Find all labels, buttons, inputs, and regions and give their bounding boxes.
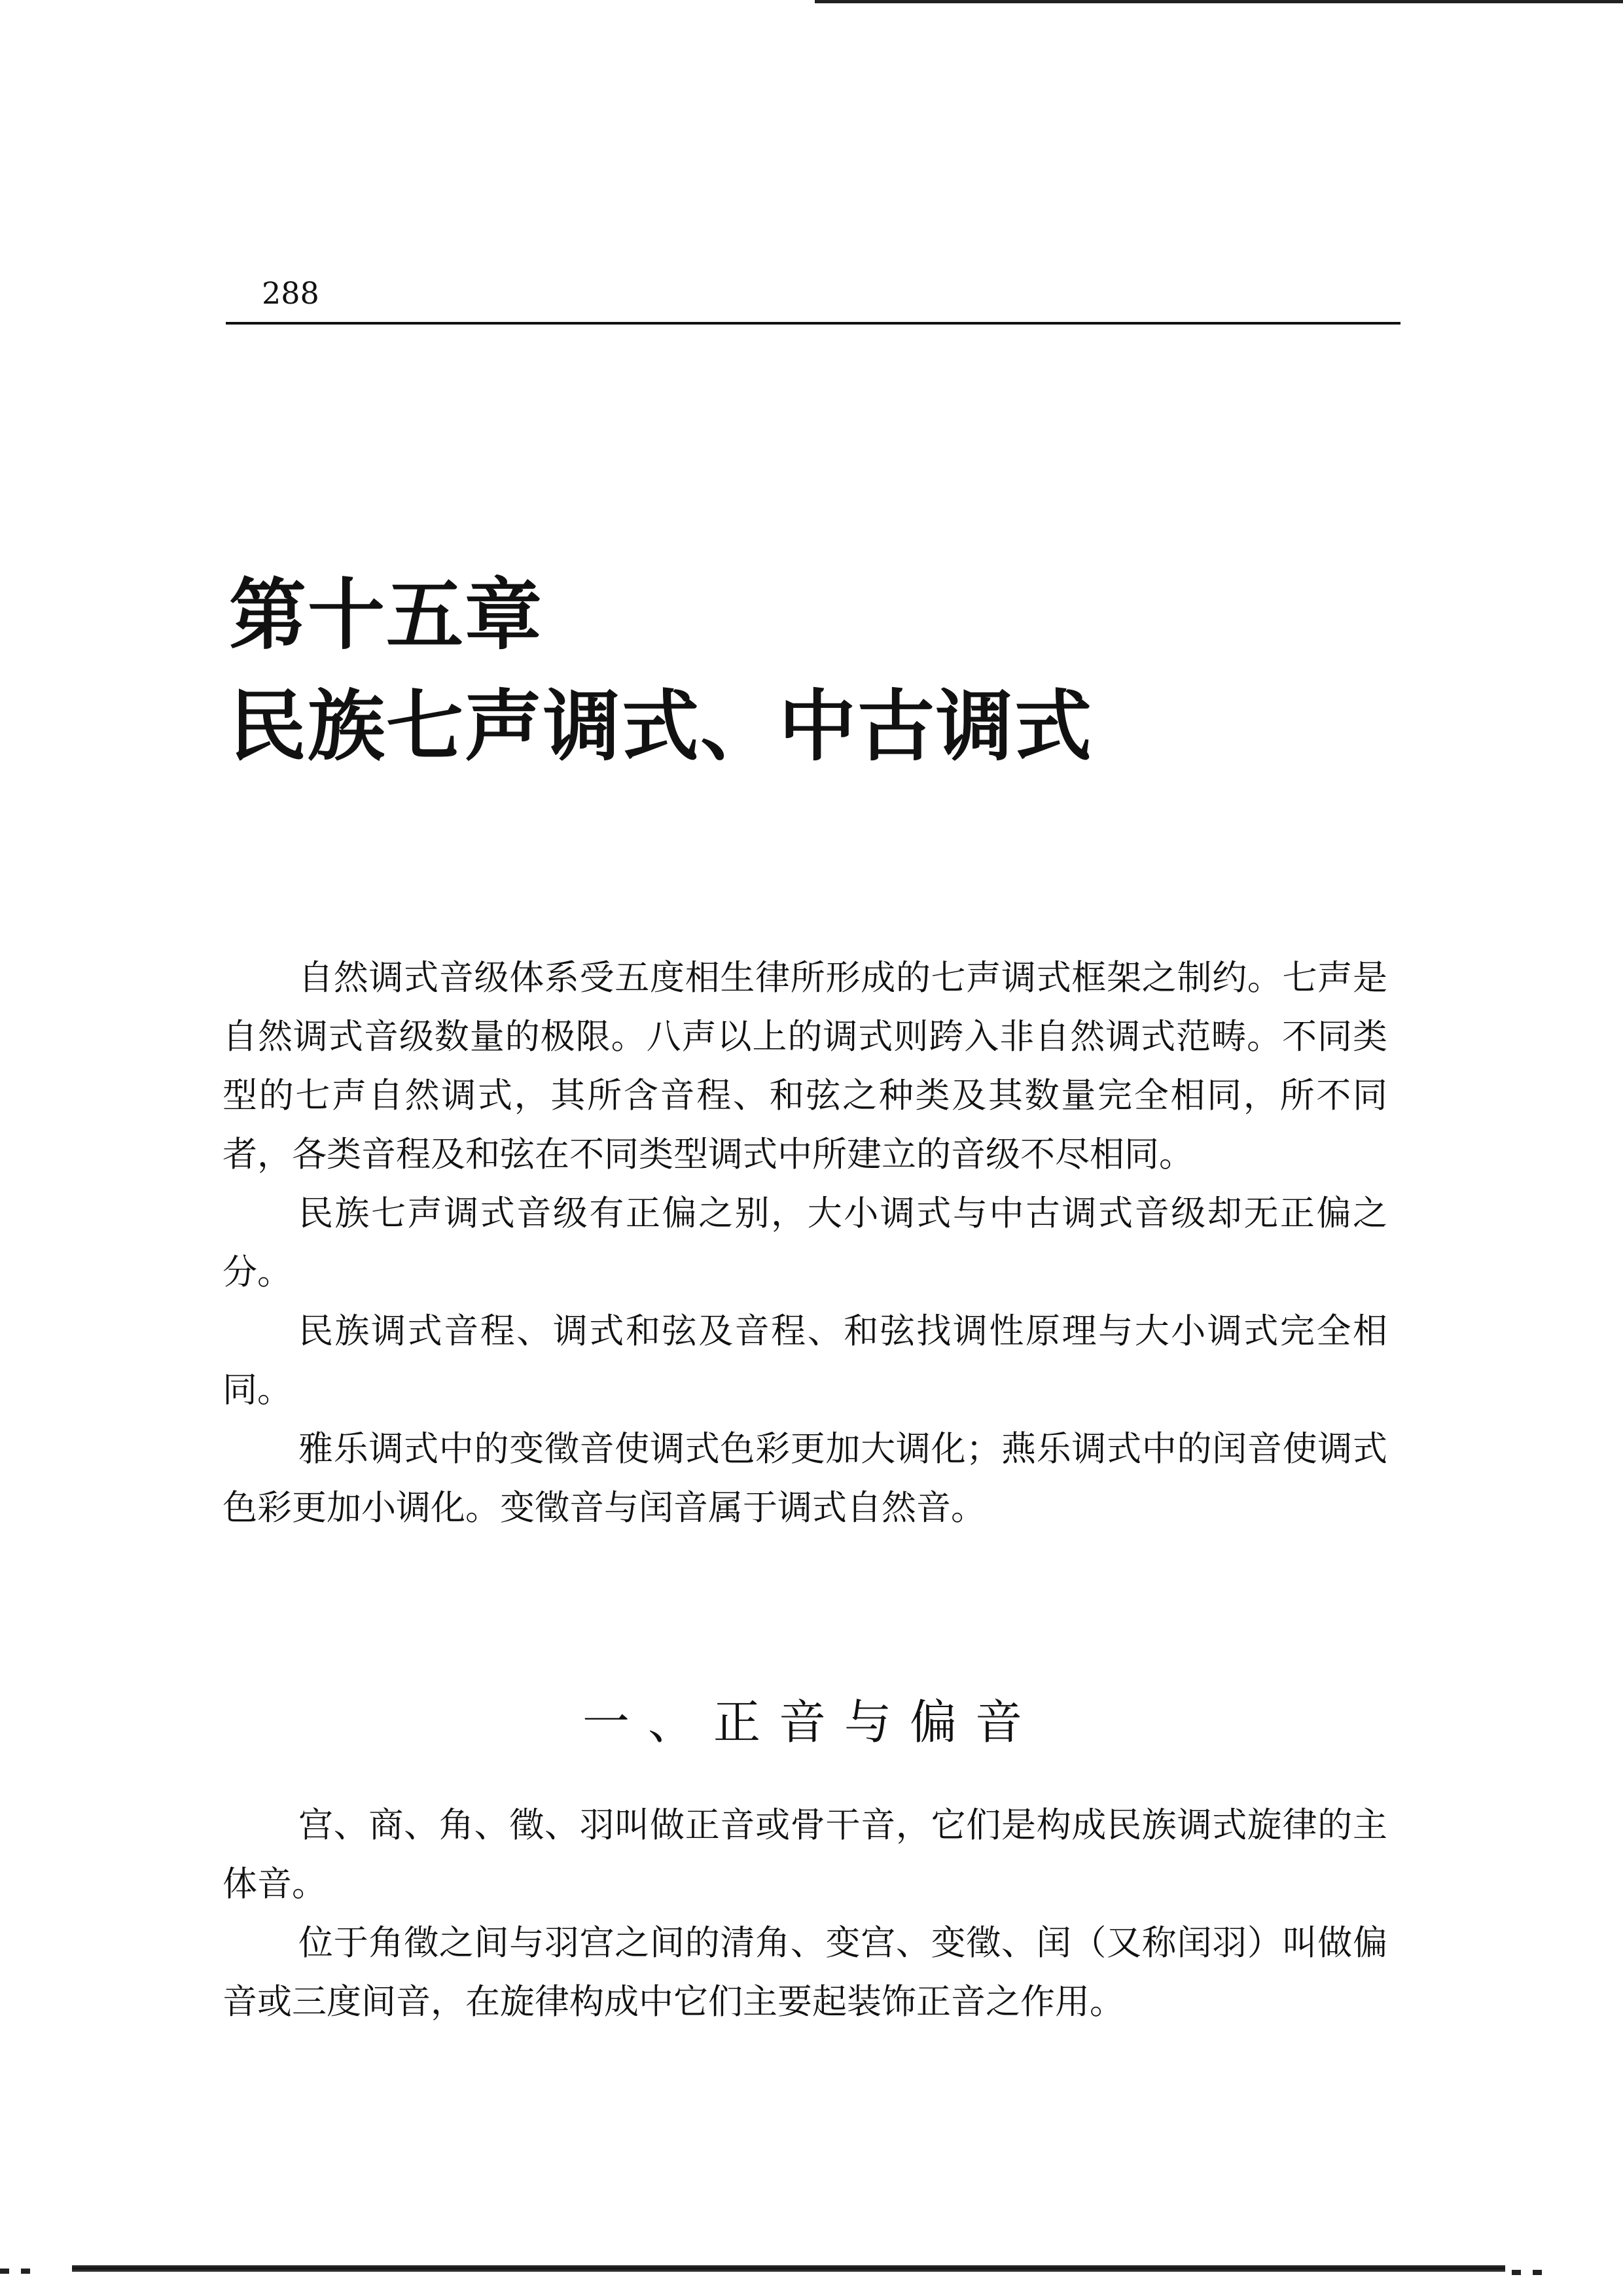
top-edge-rule (815, 0, 1623, 3)
page-number: 288 (262, 275, 319, 311)
paragraph: 自然调式音级体系受五度相生律所形成的七声调式框架之制约。七声是自然调式音级数量的极限。八声以上的调式则跨入非自然调式范畴。不同类型的七声自然调式，其所含音程、和弦之种类及其数量完全相同，所不同者，各类音程及和弦在不同类型调式中所建立的音级不尽相同。 (223, 958, 1387, 1174)
header-rule (226, 322, 1400, 325)
paragraph: 雅乐调式中的变徵音使调式色彩更加大调化；燕乐调式中的闰音使调式色彩更加小调化。变徵音与闰音属于调式自然音。 (223, 1429, 1387, 1528)
bottom-rule (72, 2265, 1505, 2272)
paragraph: 民族七声调式音级有正偏之别，大小调式与中古调式音级却无正偏之分。 (223, 1193, 1387, 1292)
scan-edge-marks (0, 2264, 65, 2272)
paragraph: 位于角徵之间与羽宫之间的清角、变宫、变徵、闰（又称闰羽）叫做偏音或三度间音，在旋律构成中它们主要起装饰正音之作用。 (223, 1923, 1387, 2022)
intro-text (223, 949, 1387, 1538)
section-text (223, 1796, 1387, 2032)
chapter-number: 第十五章 (229, 569, 544, 660)
scan-edge-marks (1512, 2265, 1590, 2273)
paragraph: 民族调式音程、调式和弦及音程、和弦找调性原理与大小调式完全相同。 (223, 1311, 1387, 1410)
chapter-title: 民族七声调式、中古调式 (229, 680, 1094, 771)
paragraph: 宫、商、角、徵、羽叫做正音或骨干音，它们是构成民族调式旋律的主体音。 (223, 1805, 1387, 1904)
section-heading: 一、正音与偏音 (582, 1695, 1041, 1750)
